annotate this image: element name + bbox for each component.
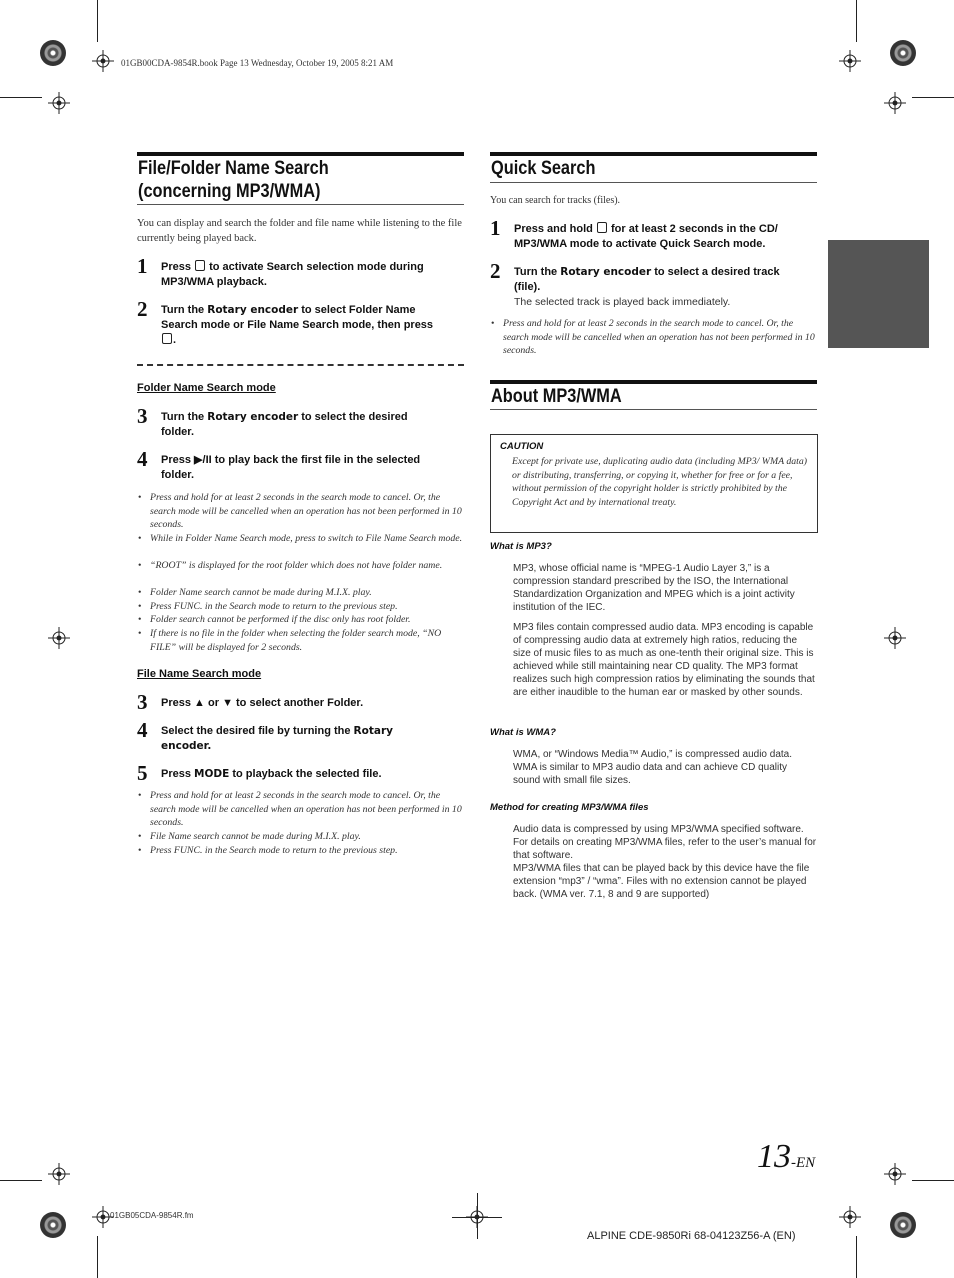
quick-intro: You can search for tracks (files).: [490, 195, 621, 206]
section-rule: [490, 409, 817, 410]
search-button-icon: [162, 333, 172, 344]
intro-paragraph: You can display and search the folder and file name while listening to the file currently being played back.: [137, 218, 462, 244]
note-item: • Press and hold for at least 2 seconds in the search mode to cancel. Or, the search mode will be cancelled when an operation has not been performed in 10 seconds.: [138, 790, 462, 828]
step-text-part: Press: [161, 768, 195, 780]
section-title-quick-search: Quick Search: [491, 158, 596, 179]
step-text: [161, 410, 461, 440]
title-line: File/Folder Name Search: [138, 158, 329, 179]
registration-dial-icon: [40, 1212, 66, 1238]
button-name: Rotary encoder: [560, 266, 652, 278]
page-number-suffix: -EN: [791, 1155, 816, 1171]
step-text-part: Select the desired file by turning the: [161, 725, 354, 737]
crop-mark: [0, 97, 42, 98]
step: [137, 447, 464, 485]
step-text-part: /: [202, 454, 206, 466]
step-number: 3: [137, 690, 148, 714]
mp3-paragraph: MP3, whose official name is “MPEG-1 Audio Layer 3,” is a compression standard prescribed by the ISO, the International Standardization Organization and MPEG which is a joint activity institution of the IEC.: [513, 563, 795, 613]
crosshair-icon: [884, 1163, 906, 1185]
step-text-part: to select the desired: [298, 411, 408, 423]
step-number: 3: [137, 404, 148, 428]
note-text: If there is no file in the folder when selecting the folder search mode, “NO FILE” will be displayed for 2 seconds.: [150, 628, 442, 653]
crosshair-icon: [884, 92, 906, 114]
note-item: • Press and hold for at least 2 seconds in the search mode to cancel. Or, the search mode will be cancelled when an operation has not been performed in 10 seconds.: [491, 318, 815, 356]
wma-paragraph: WMA, or “Windows Media™ Audio,” is compressed audio data. WMA is similar to MP3 audio data and can achieve CD quality sound with small file sizes.: [513, 749, 792, 786]
crop-mark: [452, 1217, 502, 1218]
mp3-paragraph: MP3 files contain compressed audio data. MP3 encoding is capable of compressing audio data at extremely high ratios, reducing the size of music files to as much as one-tenth their original size. This is achieved while still maintaining near CD quality. The MP3 format realizes such high compression ratios by eliminating the sounds that are either inaudible to the human ear or masked by other sounds.: [513, 622, 815, 698]
fm-file: 01GB05CDA-9854R.fm: [110, 1211, 194, 1220]
step-text: [161, 724, 464, 754]
note-text: “ROOT” is displayed for the root folder which does not have folder name.: [150, 560, 443, 571]
step: [137, 718, 464, 756]
step: [137, 254, 464, 292]
registration-dial-icon: [890, 40, 916, 66]
method-paragraph: Audio data is compressed by using MP3/WMA specified software. For details on creating MP3/WMA files, refer to the user’s manual for that software.: [513, 824, 817, 861]
step-text: [161, 453, 464, 483]
step-text: [514, 222, 817, 252]
play-icon: ▶: [194, 454, 203, 466]
model-info: ALPINE CDE-9850Ri 68-04123Z56-A (EN): [587, 1230, 796, 1242]
step-text-part: folder.: [161, 426, 195, 438]
step-text-part: Turn the: [161, 304, 208, 316]
step-number: 1: [490, 216, 501, 240]
note-item: • If there is no file in the folder when selecting the folder search mode, “NO FILE” will be displayed for 2 seconds.: [138, 628, 442, 653]
note-item: • While in Folder Name Search mode, press to switch to File Name Search mode.: [138, 533, 463, 544]
crop-mark: [912, 97, 954, 98]
step-text-part: folder.: [161, 469, 195, 481]
note-text: Press and hold for at least 2 seconds in the search mode to cancel. Or, the search mode will be cancelled when an operation has not been performed in 10 seconds.: [503, 318, 815, 356]
note-text: While in Folder Name Search mode, press to switch to File Name Search mode.: [150, 533, 463, 544]
method-paragraph: MP3/WMA files that can be played back by this device have the file extension “mp3” / “wma”. Files with no extension cannot be played back. (WMA ver. 7.1, 8 and 9 are supported): [513, 863, 810, 900]
section-title-about-mp3: About MP3/WMA: [491, 386, 622, 407]
crop-mark: [856, 1236, 857, 1278]
step-text: [161, 696, 464, 711]
button-name: Rotary encoder: [207, 411, 299, 423]
pause-icon: II: [205, 454, 212, 466]
section-rule: [490, 380, 817, 384]
step-text-part: to select a desired track: [651, 266, 780, 278]
step-text-part: to activate Search selection mode during MP3/WMA playback.: [161, 261, 424, 288]
section-title-file-folder: [138, 157, 329, 203]
step-text-part: Turn the: [514, 266, 561, 278]
note-item: • File Name search cannot be made during M.I.X. play.: [138, 831, 361, 842]
step-number: 2: [137, 297, 148, 321]
step-number: 2: [490, 259, 501, 283]
step-number: 4: [137, 447, 148, 471]
side-tab: [828, 240, 929, 348]
step-text-part: MP3/WMA mode to activate Quick Search mode.: [514, 238, 766, 250]
crosshair-icon: [92, 50, 114, 72]
registration-dial-icon: [40, 40, 66, 66]
note-text: Press FUNC. in the Search mode to return to the previous step.: [150, 601, 398, 612]
crosshair-icon: [48, 92, 70, 114]
button-name: Rotary: [353, 725, 393, 737]
step: [137, 761, 464, 787]
step: [137, 404, 464, 442]
crop-mark: [97, 0, 98, 42]
step-text-part: to play back the first file in the selected: [214, 454, 421, 466]
step-text-part: for at least 2 seconds in the CD/: [610, 223, 778, 235]
title-line: (concerning MP3/WMA): [138, 181, 321, 202]
crosshair-icon: [839, 50, 861, 72]
note-item: • Press FUNC. in the Search mode to return to the previous step.: [138, 601, 398, 612]
down-arrow-icon: ▼: [222, 697, 233, 709]
crop-mark: [912, 1180, 954, 1181]
what-is-wma-heading: What is WMA?: [490, 727, 556, 738]
crop-mark: [856, 0, 857, 42]
crosshair-icon: [48, 1163, 70, 1185]
step-text-part: Search mode or File Name Search mode, then press: [161, 319, 434, 331]
button-name: encoder.: [161, 740, 212, 752]
step-text-part: Press: [161, 454, 191, 466]
note-item: • “ROOT” is displayed for the root folder which does not have folder name.: [138, 560, 443, 571]
step-number: 4: [137, 718, 148, 742]
button-name: MODE: [194, 768, 230, 780]
note-text: Folder search cannot be performed if the disc only has root folder.: [150, 614, 411, 625]
section-rule: [137, 204, 464, 205]
button-name: Rotary encoder: [207, 304, 299, 316]
caution-text: Except for private use, duplicating audio data (including MP3/ WMA data) or distributing, transferring, or copying it, whether for free or for a fee, without permission of the copyright holder is strictly prohibited by the Copyright Act and by international treaty.: [512, 456, 808, 508]
step-text-part: or: [208, 697, 219, 709]
step-number: 1: [137, 254, 148, 278]
step: [490, 259, 817, 313]
step-text-part: Turn the: [161, 411, 208, 423]
step-text-part: to select another Folder.: [236, 697, 364, 709]
search-button-icon: [195, 260, 205, 271]
step-text-part: to select Folder Name: [298, 304, 416, 316]
step-text: [514, 265, 817, 310]
step: [490, 216, 817, 254]
section-rule: [490, 182, 817, 183]
step: [137, 690, 464, 716]
crosshair-icon: [884, 627, 906, 649]
note-text: File Name search cannot be made during M.I.X. play.: [150, 831, 361, 842]
step-text-part: to playback the selected file.: [229, 768, 382, 780]
folder-mode-heading: Folder Name Search mode: [137, 382, 276, 394]
note-item: • Press and hold for at least 2 seconds in the search mode to cancel. Or, the search mode will be cancelled when an operation has not been performed in 10 seconds.: [138, 492, 462, 530]
search-button-icon: [597, 222, 607, 233]
crop-mark: [0, 1180, 42, 1181]
crosshair-icon: [839, 1206, 861, 1228]
method-heading: Method for creating MP3/WMA files: [490, 802, 649, 813]
caution-box: [490, 434, 818, 533]
page-number: [757, 1138, 815, 1176]
step-text-part: Press and hold: [514, 223, 593, 235]
note-item: • Folder search cannot be performed if the disc only has root folder.: [138, 614, 411, 625]
step: [137, 297, 464, 349]
step-text-part: Press: [161, 261, 191, 273]
file-info: 01GB00CDA-9854R.book Page 13 Wednesday, October 19, 2005 8:21 AM: [121, 58, 394, 68]
step-subtext: The selected track is played back immediately.: [514, 296, 731, 308]
step-text-part: Press: [161, 697, 191, 709]
note-text: Press and hold for at least 2 seconds in the search mode to cancel. Or, the search mode will be cancelled when an operation has not been performed in 10 seconds.: [150, 790, 462, 828]
section-rule: [137, 152, 464, 156]
section-rule: [490, 152, 817, 156]
note-item: • Press FUNC. in the Search mode to return to the previous step.: [138, 845, 398, 856]
page-number-value: 13: [757, 1138, 791, 1175]
crop-mark: [97, 1236, 98, 1278]
crop-mark: [477, 1193, 478, 1239]
step-text: Turn the Rotary encoder to select Folder Name Search mode or File Name Search mode, then press .: [161, 304, 434, 346]
caution-label: CAUTION: [500, 441, 544, 452]
up-arrow-icon: ▲: [194, 697, 205, 709]
step-number: 5: [137, 761, 148, 785]
step-text: [161, 260, 461, 290]
note-text: Folder Name search cannot be made during M.I.X. play.: [150, 587, 372, 598]
file-mode-heading: File Name Search mode: [137, 668, 262, 680]
what-is-mp3-heading: What is MP3?: [490, 541, 552, 552]
note-item: • Folder Name search cannot be made during M.I.X. play.: [138, 587, 372, 598]
note-text: Press and hold for at least 2 seconds in the search mode to cancel. Or, the search mode will be cancelled when an operation has not been performed in 10 seconds.: [150, 492, 462, 530]
note-text: Press FUNC. in the Search mode to return to the previous step.: [150, 845, 398, 856]
dashed-divider: [137, 364, 464, 366]
step-text: [161, 767, 464, 782]
registration-dial-icon: [890, 1212, 916, 1238]
crosshair-icon: [48, 627, 70, 649]
step-text-part: (file).: [514, 281, 541, 293]
